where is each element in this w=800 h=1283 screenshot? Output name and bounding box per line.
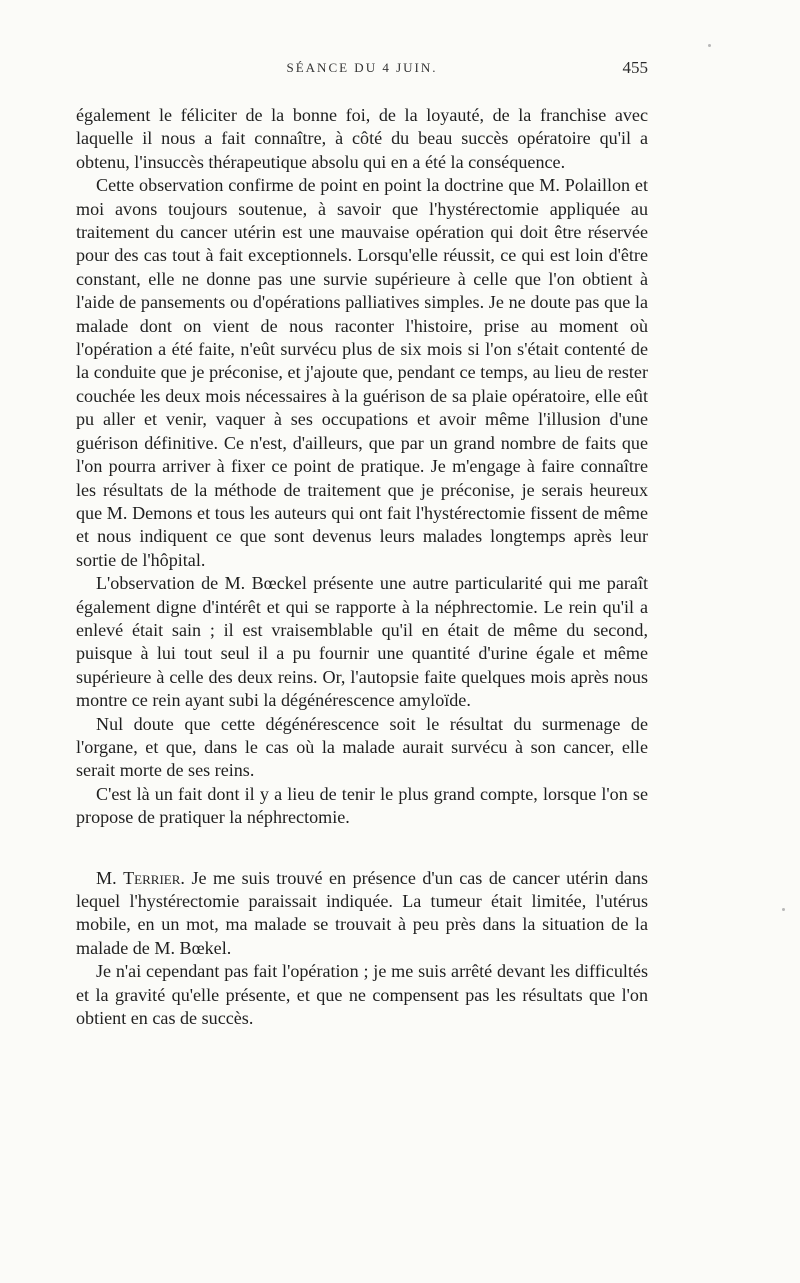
paragraph-observation-doctrine: Cette observation confirme de point en point la doctrine que M. Polaillon et moi avons toujours soutenue, à savoir que l'hystérectomie appliquée au traitement du cancer utérin est une mauvaise opération qui doit être réservée pour des cas tout à fait exceptionnels. Lorsqu'elle réussit, ce qui est loin d'être constant, elle ne donne pas une survie supérieure à celle que l'on obtient à l'aide de pansements ou d'opérations palliatives simples. Je ne doute pas que la malade dont on vient de nous raconter l'histoire, prise au moment où l'opération a été faite, n'eût survécu plus de six mois si l'on s'était contenté de la conduite que je préconise, et j'ajoute que, pendant ce temps, au lieu de rester couchée les deux mois nécessaires à la guérison de sa plaie opératoire, elle eût pu aller et venir, vaquer à ses occupations et avoir même l'illusion d'une guérison définitive. Ce n'est, d'ailleurs, que par un grand nombre de faits que l'on pourra arriver à fixer ce point de pratique. Je m'engage à faire connaître les résultats de la méthode de traitement que je préconise, je serais heureux que M. Demons et tous les auteurs qui ont fait l'hystérectomie fissent de même et nous indiquent ce que sont devenus leurs malades longtemps après leur sortie de l'hôpital.	[76, 175, 648, 570]
paper-speck	[708, 44, 711, 47]
section-gap	[76, 830, 648, 867]
body-text	[76, 104, 648, 1030]
paragraph-nephrectomie: C'est là un fait dont il y a lieu de tenir le plus grand compte, lorsque l'on se propose de pratiquer la néphrectomie.	[76, 783, 648, 828]
paragraph-terrier-conclusion: Je n'ai cependant pas fait l'opération ; je me suis arrêté devant les difficultés et la gravité qu'elle présente, et que ne compensent pas les résultats que l'on obtient en cas de succès.	[76, 961, 648, 1029]
paragraph-terrier-remarks	[76, 867, 648, 961]
paragraph-continuation: également le féliciter de la bonne foi, de la loyauté, de la franchise avec laquelle il nous a fait connaître, à côté du beau succès opératoire qu'il a obtenu, l'insuccès thérapeutique absolu qui en a été la conséquence.	[76, 105, 648, 172]
page-number: 455	[622, 58, 648, 77]
speaker-name: Terrier.	[123, 867, 185, 888]
paragraph-degenerescence: Nul doute que cette dégénérescence soit le résultat du surmenage de l'organe, et que, dans le cas où la malade aurait survécu à son cancer, elle serait morte de ses reins.	[76, 713, 648, 781]
page-header	[76, 58, 648, 88]
running-title: SÉANCE DU 4 JUIN.	[286, 60, 438, 75]
terrier-remarks-text: Je me suis trouvé en présence d'un cas de cancer utérin dans lequel l'hystérectomie paraissait indiquée. La tumeur était limitée, l'utérus mobile, en un mot, ma malade se trouvait à peu près dans la situation de la malade de M. Bœkel.	[76, 867, 648, 958]
speaker-prefix: M.	[96, 867, 117, 888]
paragraph-boeckel-observation: L'observation de M. Bœckel présente une autre particularité qui me paraît également digne d'intérêt et qui se rapporte à la néphrectomie. Le rein qu'il a enlevé était sain ; il est vraisemblable qu'il en était de même du second, puisque à lui tout seul il a pu fournir une quantité d'urine égale et même supérieure à celle des deux reins. Or, l'autopsie faite quelques mois après nous montre ce rein ayant subi la dégénérescence amyloïde.	[76, 573, 648, 711]
paper-speck	[782, 908, 785, 911]
